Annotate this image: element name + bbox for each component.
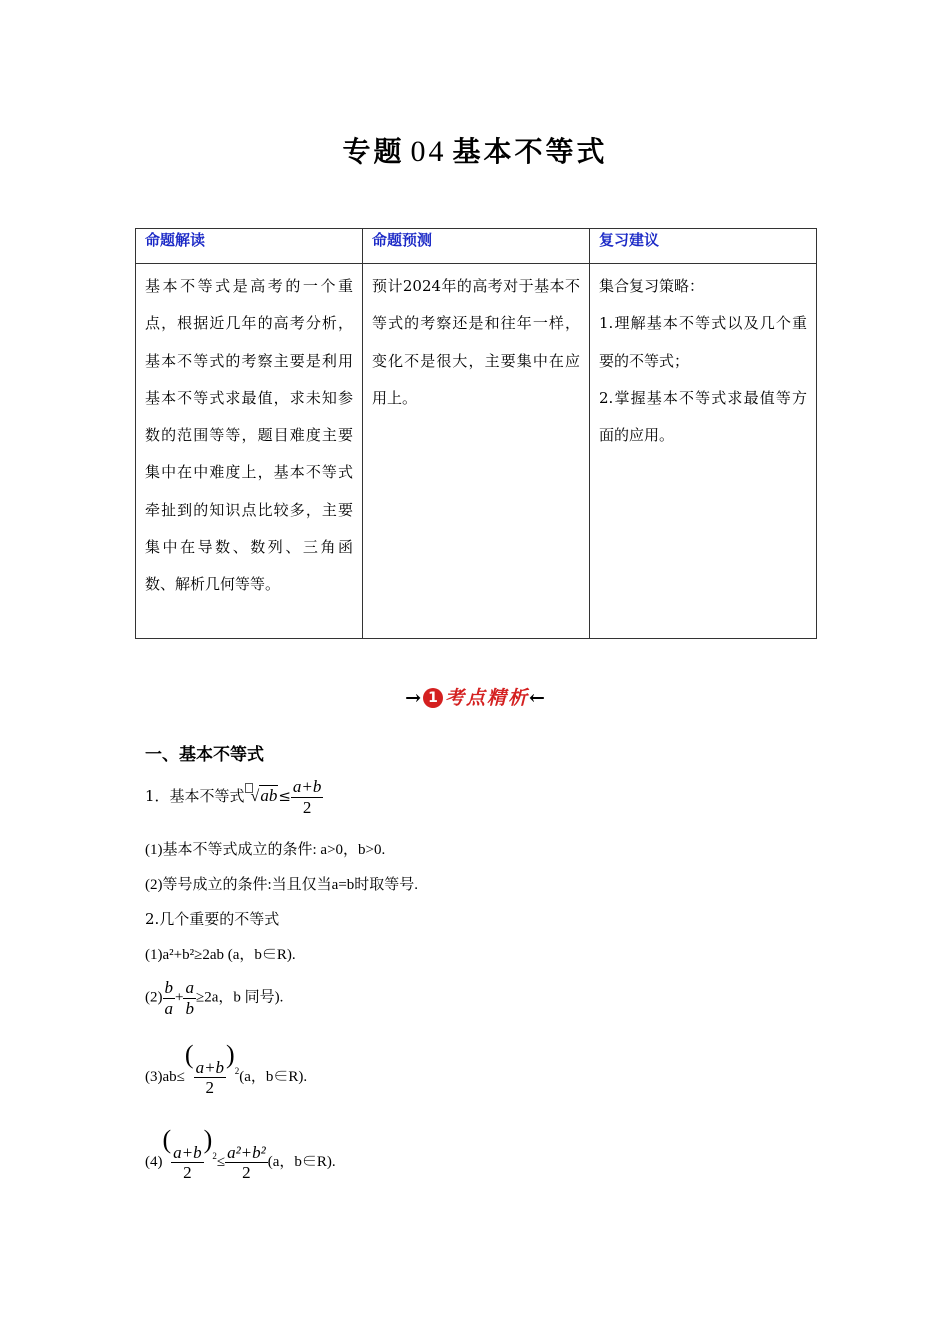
fraction-a2-plus-b2-over-2 <box>225 1143 268 1183</box>
ineq2-prefix: (2) <box>145 989 163 1006</box>
advice-line: 集合复习策略： <box>599 277 705 295</box>
fraction-b-over-a <box>163 978 176 1018</box>
radicand: ab <box>260 786 278 806</box>
title-number: 04 <box>410 135 447 168</box>
fraction-a-plus-b-over-2 <box>171 1143 203 1183</box>
frac-denominator: 2 <box>183 1163 192 1183</box>
ineq2-suffix: ≥2a，b 同号). <box>195 989 284 1006</box>
ineq3-prefix: (3)ab≤ <box>145 1069 185 1085</box>
interpretation-text: 基本不等式是高考的一个重点，根据近几年的高考分析，基本不等式的考察主要是利用基本不等式求最值，求未知参数的范围等等，题目难度主要集中在中难度上，基本不等式牵扯到的知识点比较多，主要集中在导数、数列、三角函数、解析几何等等。 <box>136 264 363 639</box>
frac-denominator: 2 <box>302 797 312 817</box>
title-prefix: 专题 <box>342 135 405 168</box>
basic-inequality-line <box>145 777 323 817</box>
overview-body-row <box>136 264 817 639</box>
section-heading: 一、基本不等式 <box>145 745 264 765</box>
frac-denominator: 2 <box>205 1078 215 1098</box>
condition-line-1: (1)基本不等式成立的条件: a>0，b>0. <box>145 842 386 858</box>
frac-numerator: a <box>185 978 194 997</box>
page-title <box>0 130 950 170</box>
frac-denominator: b <box>185 998 194 1018</box>
exponent: 2 <box>212 1151 217 1161</box>
left-arrow-icon: ← <box>529 687 545 709</box>
ineq4-suffix: (a，b∈R). <box>267 1154 336 1170</box>
fraction-a-plus-b-over-2 <box>291 777 323 817</box>
ineq4-prefix: (4) <box>145 1154 163 1170</box>
frac-denominator: a <box>164 998 173 1018</box>
fraction-a-plus-b-over-2 <box>194 1058 226 1098</box>
leq-sign: ≤ <box>216 1154 226 1170</box>
header-interpretation: 命题解读 <box>136 229 363 264</box>
overview-header-row <box>136 229 817 264</box>
inequality-2 <box>145 978 283 1018</box>
frac-denominator: 2 <box>242 1163 251 1183</box>
left-paren: ( <box>162 1125 172 1154</box>
item1-prefix: 1．基本不等式 <box>145 787 245 806</box>
right-paren: ) <box>226 1040 235 1069</box>
frac-numerator: a+b <box>195 1057 225 1077</box>
section-banner <box>0 683 950 710</box>
inequality-3 <box>145 1040 307 1098</box>
right-arrow-icon: → <box>405 687 421 709</box>
right-paren: ) <box>203 1125 213 1154</box>
exponent: 2 <box>234 1066 240 1076</box>
sqrt-ab: √ab <box>250 786 278 806</box>
left-paren: ( <box>184 1040 194 1069</box>
header-prediction: 命题预测 <box>363 229 590 264</box>
prediction-text: 预计2024年的高考对于基本不等式的考察还是和往年一样，变化不是很大，主要集中在应用上。 <box>363 264 590 639</box>
item2-heading: 2.几个重要的不等式 <box>145 910 280 928</box>
frac-numerator: a²+b² <box>227 1142 266 1162</box>
frac-numerator: b <box>164 978 173 997</box>
advice-line: 1.理解基本不等式以及几个重要的不等式； <box>599 314 807 370</box>
leq-sign: ≤ <box>278 787 291 806</box>
fraction-a-over-b <box>183 978 196 1018</box>
condition-line-2: (2)等号成立的条件:当且仅当a=b时取等号. <box>145 877 419 893</box>
overview-table <box>135 228 817 639</box>
header-review-advice: 复习建议 <box>590 229 817 264</box>
frac-numerator: a+b <box>292 777 322 796</box>
ineq3-suffix: (a，b∈R). <box>239 1069 308 1085</box>
title-suffix: 基本不等式 <box>452 135 608 168</box>
inequality-4 <box>145 1125 336 1183</box>
frac-numerator: a+b <box>173 1142 202 1162</box>
review-advice-cell <box>590 264 817 639</box>
number-one-badge: 1 <box>423 688 443 708</box>
banner-label: 考点精析 <box>444 687 529 709</box>
plus-sign: + <box>175 989 184 1006</box>
inequality-1: (1)a²+b²≥2ab (a，b∈R). <box>145 947 296 963</box>
advice-line: 2.掌握基本不等式求最值等方面的应用。 <box>599 388 807 445</box>
